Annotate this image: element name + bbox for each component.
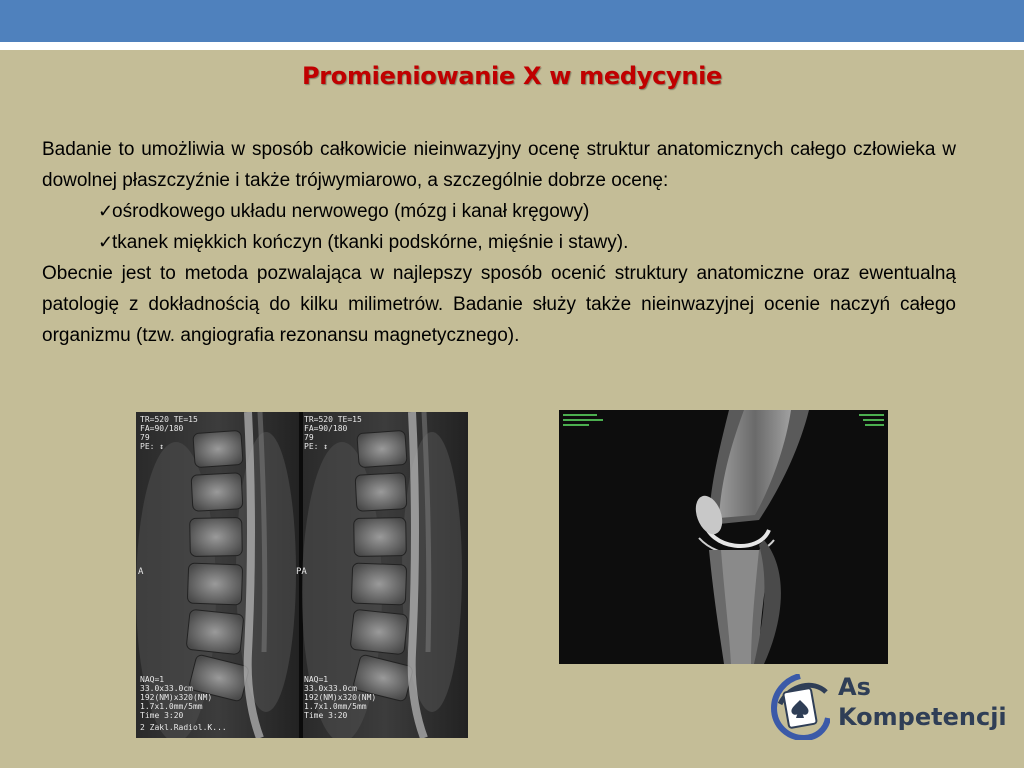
checkmark-icon: ✓ bbox=[98, 232, 114, 252]
spine-right-footer-3: 192(NM)x320(NM) bbox=[304, 693, 377, 702]
spine-right-header-4: PE: ↕ bbox=[304, 442, 329, 451]
spine-left-header-3: 79 bbox=[140, 433, 150, 442]
intro-paragraph: Badanie to umożliwia w sposób całkowicie nieinwazyjny ocenę struktur anatomicznych całego człowieka w dowolnej płaszczyźnie i także trójwymiarowo, a szczególnie dobrze ocenę: bbox=[42, 139, 956, 191]
knee-mri-image bbox=[559, 410, 888, 664]
spine-left-footer-5: Time 3:20 bbox=[140, 711, 184, 720]
spine-right-side-label: PA bbox=[296, 567, 307, 577]
slide-title: Promieniowanie X w medycynie bbox=[301, 62, 723, 90]
spine-left-side-label: A bbox=[138, 567, 144, 577]
slide-body bbox=[42, 134, 956, 351]
bullet-text: tkanek miękkich kończyn (tkanki podskórne, mięśnie i stawy). bbox=[112, 232, 629, 253]
spine-left-header-2: FA=90/180 bbox=[140, 424, 184, 433]
spine-right-footer-4: 1.7x1.0mm/5mm bbox=[304, 702, 367, 711]
spine-right-header-2: FA=90/180 bbox=[304, 424, 348, 433]
spine-right-header-1: TR=520 TE=15 bbox=[304, 415, 362, 424]
spine-left-header-4: PE: ↕ bbox=[140, 442, 165, 451]
spine-left-footer-6: 2 Zakl.Radiol.K... bbox=[140, 723, 227, 732]
playing-card-spade-icon bbox=[770, 674, 830, 740]
spine-left-footer-3: 192(NM)x320(NM) bbox=[140, 693, 213, 702]
spine-right-footer-1: NAQ=1 bbox=[304, 675, 329, 684]
spine-right-header-3: 79 bbox=[304, 433, 314, 442]
logo-wordmark bbox=[838, 672, 1007, 732]
checkmark-icon: ✓ bbox=[98, 201, 114, 221]
bullet-text: ośrodkowego układu nerwowego (mózg i kanał kręgowy) bbox=[112, 201, 590, 222]
spine-right-footer-2: 33.0x33.0cm bbox=[304, 684, 357, 693]
logo-line-2: Kompetencji bbox=[838, 703, 1007, 731]
spine-left-footer-2: 33.0x33.0cm bbox=[140, 684, 193, 693]
spine-left-footer-4: 1.7x1.0mm/5mm bbox=[140, 702, 203, 711]
logo-line-1: As bbox=[838, 673, 871, 701]
spine-right-footer-5: Time 3:20 bbox=[304, 711, 348, 720]
spine-left-header-1: TR=520 TE=15 bbox=[140, 415, 198, 424]
bullet-list bbox=[42, 196, 956, 258]
knee-mri-graphic bbox=[559, 410, 888, 664]
top-banner bbox=[0, 0, 1024, 42]
bullet-item bbox=[98, 196, 956, 227]
bullet-item bbox=[98, 227, 956, 258]
spine-mri-graphic bbox=[136, 412, 468, 738]
spine-left-footer-1: NAQ=1 bbox=[140, 675, 165, 684]
top-divider bbox=[0, 42, 1024, 50]
as-kompetencji-logo bbox=[770, 672, 1007, 742]
spine-mri-image bbox=[136, 412, 468, 738]
closing-paragraph: Obecnie jest to metoda pozwalająca w najlepszy sposób ocenić struktury anatomiczne oraz ewentualną patologię z dokładnością do kilku milimetrów. Badanie służy także nieinwazyjnej ocenie naczyń całego organizmu (tzw. angiografia rezonansu magnetycznego). bbox=[42, 263, 956, 346]
